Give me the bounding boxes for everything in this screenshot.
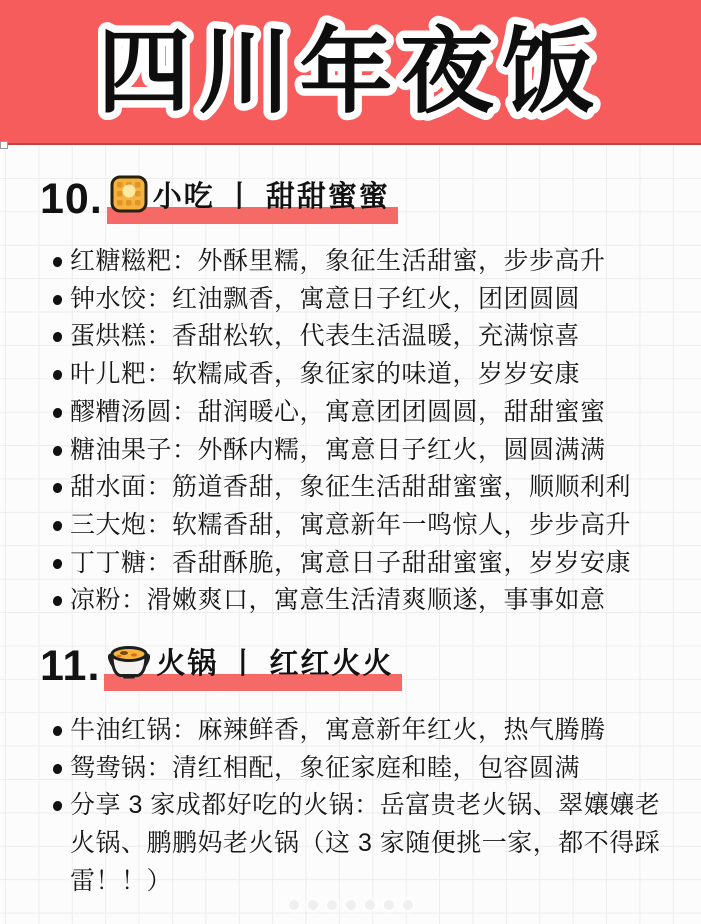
item-text: 牛油红锅：麻辣鲜香，寓意新年红火，热气腾腾 — [70, 716, 606, 745]
list-item — [40, 356, 681, 394]
item-text: 叶儿粑：软糯咸香，象征家的味道，岁岁安康 — [70, 360, 581, 389]
hotpot-icon — [106, 641, 152, 686]
item-text: 鸳鸯锅：清红相配，象征家庭和睦，包容圆满 — [70, 753, 581, 782]
bullet-dot — [52, 558, 62, 569]
list-item — [40, 243, 681, 281]
bullet-dot — [52, 763, 62, 774]
item-text: 醪糟汤圆：甜润暖心，寓意团团圆圆，甜甜蜜蜜 — [70, 397, 606, 426]
bullet-dot — [52, 332, 62, 343]
snack-list — [40, 243, 681, 620]
list-item — [40, 318, 681, 356]
item-text: 红糖糍粑：外酥里糯，象征生活甜蜜，步步高升 — [70, 247, 606, 275]
page-title: 四川年夜饭 — [97, 20, 603, 124]
bullet-dot — [52, 370, 62, 381]
content-area — [0, 171, 701, 901]
list-item — [40, 394, 681, 432]
resize-handle — [0, 141, 8, 149]
section-title-wrap — [104, 641, 401, 690]
bullet-dot — [52, 445, 62, 456]
title-banner — [0, 0, 701, 145]
section-number: 11. — [40, 642, 101, 691]
item-text: 蛋烘糕：香甜松软，代表生活温暖，充满惊喜 — [70, 322, 581, 351]
list-item — [40, 712, 681, 750]
section-11-heading — [40, 638, 681, 690]
list-item — [40, 432, 681, 470]
section-title: 火锅 丨 红红火火 — [156, 647, 394, 680]
bullet-dot — [52, 596, 62, 607]
item-text: 甜水面：筋道香甜，象征生活甜甜蜜蜜，顺顺利利 — [70, 473, 632, 502]
list-item — [40, 750, 681, 788]
list-item — [40, 582, 681, 620]
bullet-dot — [52, 725, 62, 736]
list-item — [40, 545, 681, 583]
item-text: 钟水饺：红油飘香，寓意日子红火，团团圆圆 — [70, 284, 581, 313]
banner-title-svg — [0, 0, 701, 143]
bullet-dot — [52, 407, 62, 418]
item-text: 丁丁糖：香甜酥脆，寓意日子甜甜蜜蜜，岁岁安康 — [70, 548, 632, 577]
bullet-dot — [52, 483, 62, 494]
item-text: 三大炮：软糯香甜，寓意新年一鸣惊人，步步高升 — [70, 510, 632, 539]
bullet-dot — [52, 801, 62, 812]
bullet-dot — [52, 256, 62, 267]
hotpot-list — [40, 712, 681, 901]
item-text: 凉粉：滑嫩爽口，寓意生活清爽顺遂，事事如意 — [70, 586, 606, 615]
watermark-dots — [289, 900, 413, 910]
section-10-heading — [40, 171, 681, 223]
bullet-dot — [52, 294, 62, 305]
section-title: 小吃 丨 甜甜蜜蜜 — [152, 180, 390, 213]
item-text: 分享 3 家成都好吃的火锅：岳富贵老火锅、翠孃孃老火锅、鹏鹏妈老火锅（这 3 家随便挑一家，都不得踩雷！！） — [70, 791, 661, 895]
section-title-wrap — [107, 174, 398, 223]
item-text: 糖油果子：外酥内糯，寓意日子红火，圆圆满满 — [70, 435, 606, 464]
bullet-dot — [52, 520, 62, 531]
list-item — [40, 787, 681, 900]
section-number: 10. — [40, 175, 103, 223]
waffle-icon — [109, 174, 149, 219]
list-item — [40, 281, 681, 319]
list-item — [40, 469, 681, 507]
list-item — [40, 507, 681, 545]
